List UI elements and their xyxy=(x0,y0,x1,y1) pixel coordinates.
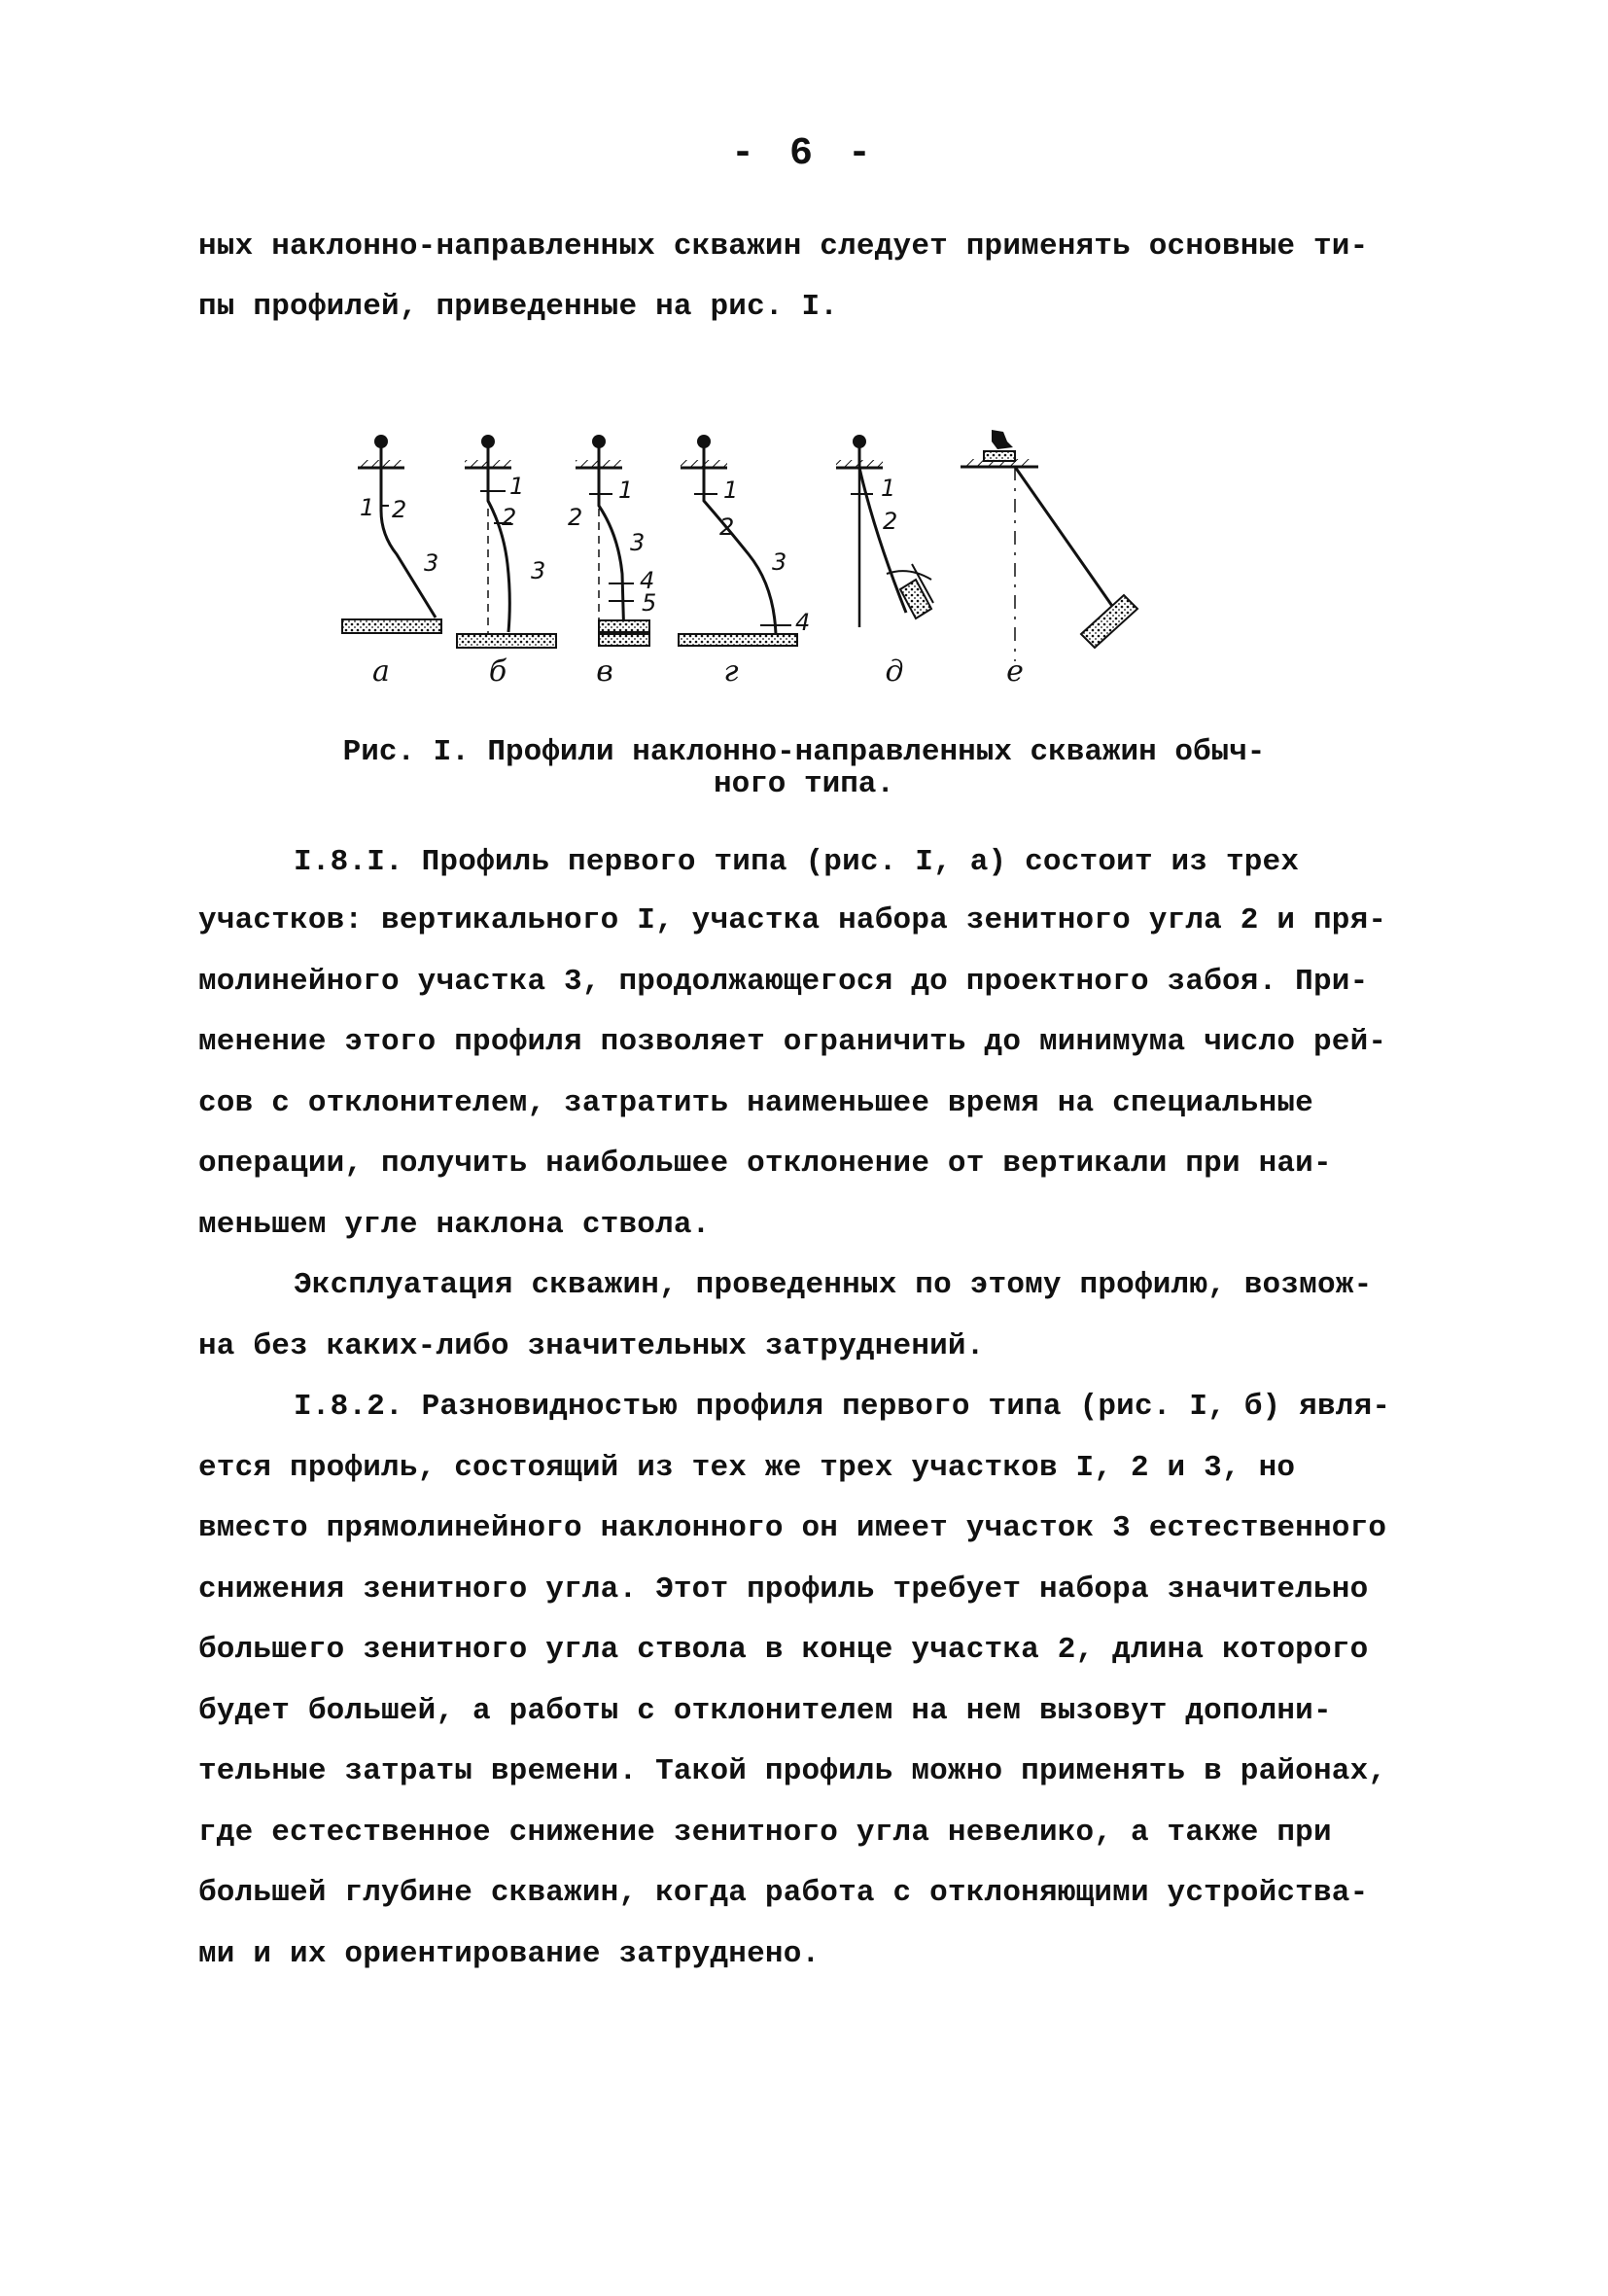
paragraph-182-line: где естественное снижение зенитного угла невелико, а также при xyxy=(198,1816,1332,1850)
well-profiles-figure xyxy=(321,418,1244,700)
paragraph-181-line: участков: вертикального I, участка набора зенитного угла 2 и пря- xyxy=(198,903,1387,937)
paragraph-182-line: вместо прямолинейного наклонного он имеет участок 3 естественного xyxy=(198,1511,1387,1545)
profile-v xyxy=(568,435,656,689)
segment-number: 3 xyxy=(424,549,439,577)
intro-line: ных наклонно-направленных скважин следует применять основные ти- xyxy=(198,230,1369,264)
page-number: - 6 - xyxy=(730,132,878,176)
segment-number: 2 xyxy=(719,513,735,541)
profile-a xyxy=(342,435,441,689)
paragraph-182-line: большего зенитного угла ствола в конце участка 2, длина которого xyxy=(198,1633,1369,1667)
intro-line: пы профилей, приведенные на рис. I. xyxy=(198,290,839,324)
exploitation-line: на без каких-либо значительных затруднений. xyxy=(198,1329,985,1363)
paragraph-182-line: ми и их ориентирование затруднено. xyxy=(198,1937,821,1971)
panel-label: в xyxy=(596,654,613,689)
panel-label: а xyxy=(372,654,390,689)
figure-caption-line: ного типа. xyxy=(713,767,895,801)
paragraph-181-line: сов с отклонителем, затратить наименьшее время на специальные xyxy=(198,1086,1313,1120)
segment-number: 2 xyxy=(883,508,898,535)
segment-number: 1 xyxy=(360,494,375,521)
panel-label: б xyxy=(488,654,507,689)
segment-number: 1 xyxy=(509,473,525,500)
paragraph-182-line: I.8.2. Разновидностью профиля первого типа (рис. I, б) явля- xyxy=(294,1390,1391,1424)
segment-number: 4 xyxy=(640,567,655,594)
paragraph-181-line: операции, получить наибольшее отклонение от вертикали при наи- xyxy=(198,1147,1332,1181)
panel-label: г xyxy=(723,654,739,689)
segment-number: 2 xyxy=(568,504,583,531)
paragraph-181-line: молинейного участка 3, продолжающегося до проектного забоя. При- xyxy=(198,965,1369,999)
well-profiles-diagram xyxy=(321,418,1244,700)
paragraph-181-line: менение этого профиля позволяет ограничить до минимума число рей- xyxy=(198,1025,1387,1059)
paragraph-182-line: большей глубине скважин, когда работа с отклоняющими устройства- xyxy=(198,1876,1369,1910)
paragraph-181-line: I.8.I. Профиль первого типа (рис. I, а) состоит из трех xyxy=(294,845,1300,879)
segment-number: 4 xyxy=(795,609,811,636)
exploitation-line: Эксплуатация скважин, проведенных по этому профилю, возмож- xyxy=(294,1268,1373,1302)
panel-label: е xyxy=(1006,654,1024,689)
segment-number: 3 xyxy=(531,557,546,584)
panel-label: д xyxy=(885,654,904,689)
segment-number: 3 xyxy=(772,548,787,576)
segment-number: 1 xyxy=(723,477,739,504)
paragraph-182-line: снижения зенитного угла. Этот профиль требует набора значительно xyxy=(198,1572,1369,1607)
segment-number: 2 xyxy=(502,504,517,531)
paragraph-181-line: меньшем угле наклона ствола. xyxy=(198,1208,711,1242)
segment-number: 1 xyxy=(618,477,634,504)
segment-number: 1 xyxy=(881,475,896,502)
profile-b xyxy=(457,435,556,689)
paragraph-182-line: будет большей, а работы с отклонителем на нем вызовут дополни- xyxy=(198,1694,1332,1728)
profile-e xyxy=(961,430,1137,689)
paragraph-182-line: ется профиль, состоящий из тех же трех участков I, 2 и 3, но xyxy=(198,1451,1296,1485)
segment-number: 5 xyxy=(642,589,657,617)
segment-number: 3 xyxy=(630,529,646,556)
paragraph-182-line: тельные затраты времени. Такой профиль можно применять в районах, xyxy=(198,1754,1387,1788)
profile-g xyxy=(679,435,810,689)
figure-caption-line: Рис. I. Профили наклонно-направленных скважин обыч- xyxy=(342,735,1266,769)
segment-number: 2 xyxy=(392,496,407,523)
profile-d xyxy=(836,435,933,689)
